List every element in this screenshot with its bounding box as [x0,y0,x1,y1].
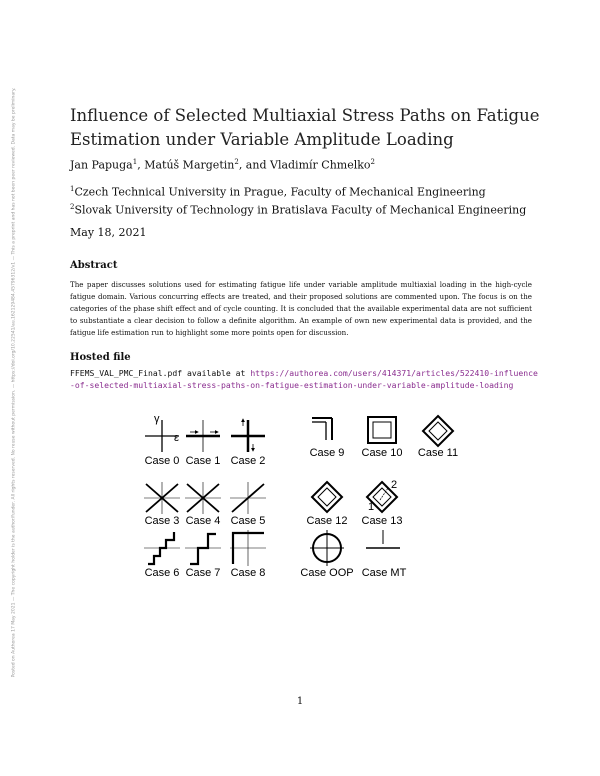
case-7-diagram [185,534,221,564]
case-oop-diagram [310,530,344,566]
case-11-diagram [423,416,453,446]
abstract-heading: Abstract [70,260,118,271]
affiliation-line: $^1$Czech Technical University in Prague, Faculty of Mechanical Engineering [70,185,486,199]
case-11-caption: Case 11 [417,447,459,459]
case-10-diagram [368,417,396,443]
case-13-mark-2: 2 [391,479,398,491]
case-4-diagram [185,482,221,514]
case-5-diagram [230,482,266,514]
case-8-diagram [230,530,266,566]
affiliations [70,182,526,217]
axis-gamma-label: γ [154,413,160,425]
author-affiliation-mark: 2 [234,158,239,166]
author-name: Vladimír Chmelko [270,158,371,172]
case-5-caption: Case 5 [230,515,266,527]
case-0-caption: Case 0 [144,455,180,467]
case-4-caption: Case 4 [185,515,221,527]
author-affiliation-mark: 1 [132,158,138,166]
abstract-text: The paper discusses solutions used for estimating fatigue life under variable amplitude multiaxial loading in the high-cycle fatigue domain. Various concurring effects are treated, and their proposed solutions are commented upon. The focus is on the categories of the phase shift effect and of cycle counting. It is concluded that the available experimental data are not sufficient to substantiate a clear decision to follow a definite algorithm. An example of own new experimental data is provided, and the fatigue life estimation run to highlight some more points open for discussion. [70,280,532,337]
case-mt-diagram [366,530,400,548]
author-name: Jan Papuga [70,158,133,172]
case-1-diagram [186,420,220,452]
case-13-caption: Case 13 [361,515,403,527]
author-affiliation-mark: 2 [370,158,375,166]
case-10-caption: Case 10 [361,447,403,459]
paper-title: Influence of Selected Multiaxial Stress Paths on Fatigue Estimation under Variable Amplitude Loading [70,106,540,149]
author-list: Jan Papuga$^1$, Matúš Margetin$^2$, and Vladimír Chmelko$^2$ [70,158,375,172]
axis-epsilon-label: ε [174,432,179,444]
case-12-caption: Case 12 [306,515,348,527]
page-number: 1 [296,696,304,707]
publication-date: May 18, 2021 [70,226,147,239]
author-name: Matúš Margetin [144,158,235,172]
case-oop-caption: Case OOP [300,567,354,579]
case-2-diagram [231,419,265,452]
hosted-file-line: FFEMS_VAL_PMC_Final.pdf available at https://authorea.com/users/414371/articles/522410-influence-of-selected-multiaxial-stress-paths-on-fatigue-estimation-under-variable-amplitude-loading [70,368,538,390]
hosted-file-heading: Hosted file [70,352,131,363]
hosted-file-name[interactable]: FFEMS_VAL_PMC_Final.pdf [70,368,183,378]
hosted-file-link[interactable]: https://authorea.com/users/414371/articles/522410-influence-of-selected-multiaxial-stress-paths-on-fatigue-estimation-under-variable-amplitude-loading [70,368,538,390]
case-mt-caption: Case MT [361,567,407,579]
case-6-diagram [144,532,180,564]
stress-path-cases-figure [140,412,480,582]
case-6-caption: Case 6 [144,567,180,579]
case-1-caption: Case 1 [185,455,221,467]
case-3-diagram [144,482,180,514]
case-13-mark-1: 1 [368,501,375,513]
case-9-caption: Case 9 [309,447,345,459]
case-2-caption: Case 2 [230,455,266,467]
case-12-diagram [312,482,342,512]
case-3-caption: Case 3 [144,515,180,527]
preprint-sidebar-note: Posted on Authorea 17 May 2021 — The copyright holder is the author/funder. All rights reserved. No reuse without permission. — https://doi.org/10.22541/au.162129484.45796312/v1 — This a preprint and has not been peer reviewed. Data may be preliminary. [11,87,17,678]
case-7-caption: Case 7 [185,567,221,579]
case-8-caption: Case 8 [230,567,266,579]
case-9-diagram [312,418,332,440]
affiliation-line: $^2$Slovak University of Technology in Bratislava Faculty of Mechanical Engineering [70,202,527,217]
